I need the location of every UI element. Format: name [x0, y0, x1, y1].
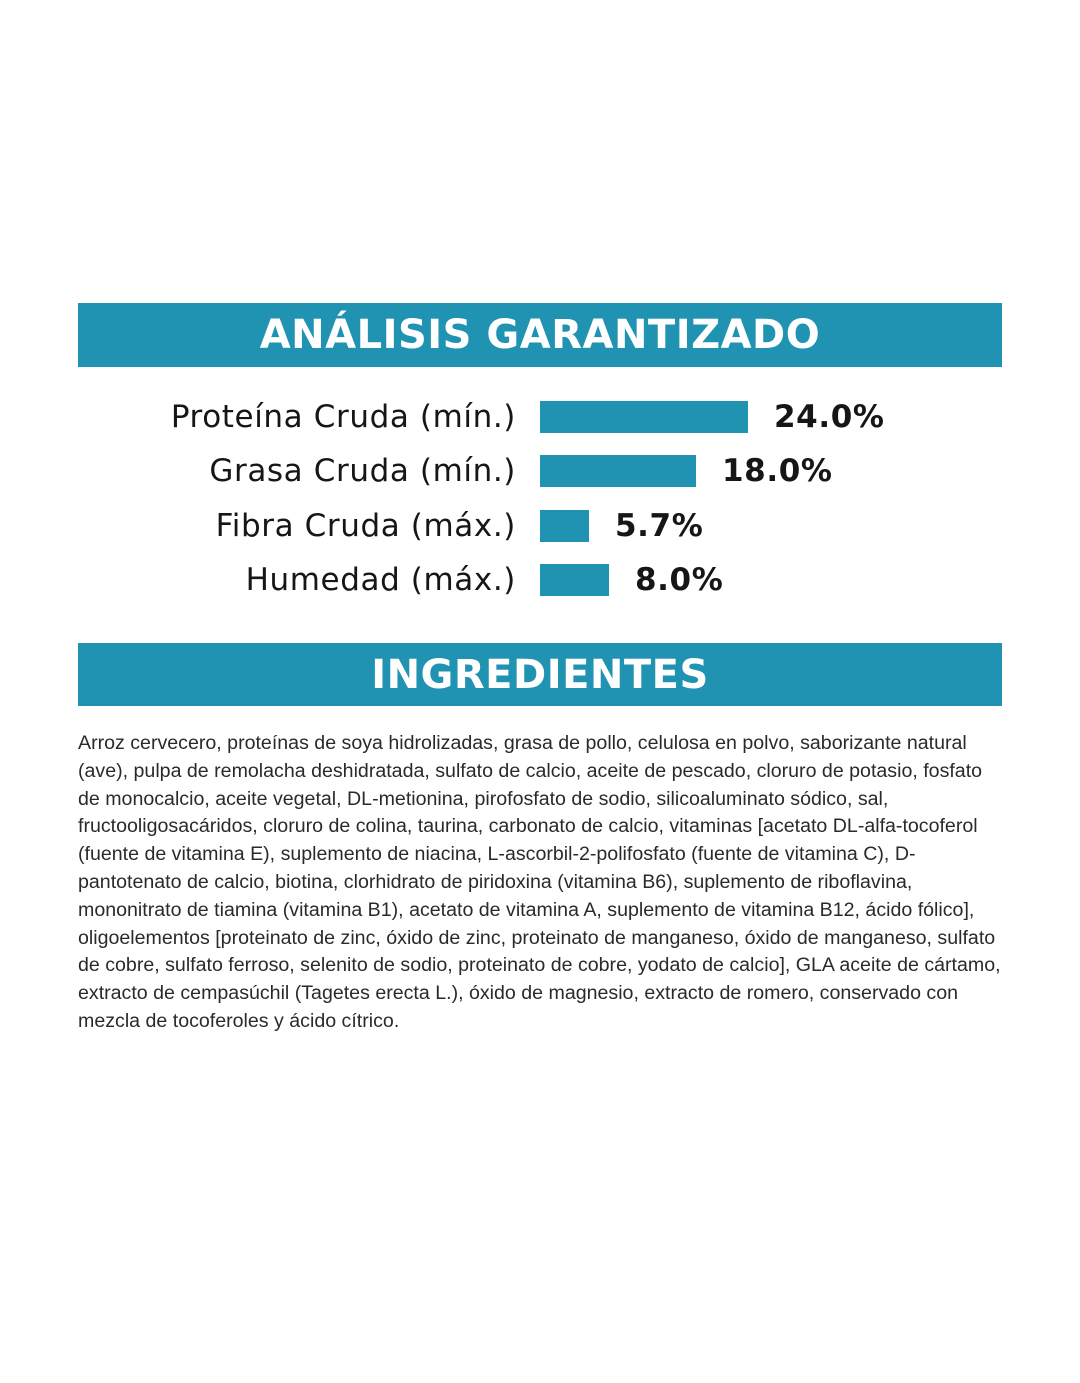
analysis-label: Humedad (máx.): [245, 562, 516, 598]
analysis-label: Proteína Cruda (mín.): [170, 399, 516, 435]
analysis-bar: [540, 401, 748, 433]
analysis-value: 24.0%: [774, 399, 885, 435]
ingredients-text: Arroz cervecero, proteínas de soya hidrolizadas, grasa de pollo, celulosa en polvo, saborizante natural (ave), pulpa de remolacha deshidratada, sulfato de calcio, aceite de pescado, cloruro de potasio, fosfato de monocalcio, aceite vegetal, DL-metionina, pirofosfato de sodio, silicoaluminato sódico, sal, fructooligosacáridos, cloruro de colina, taurina, carbonato de calcio, vitaminas [acetato DL-alfa-tocoferol (fuente de vitamina E), suplemento de niacina, L-ascorbil-2-polifosfato (fuente de vitamina C), D-pantotenato de calcio, biotina, clorhidrato de piridoxina (vitamina B6), suplemento de riboflavina, mononitrato de tiamina (vitamina B1), acetato de vitamina A, suplemento de vitamina B12, ácido fólico], oligoelementos [proteinato de zinc, óxido de zinc, proteinato de manganeso, óxido de manganeso, sulfato de cobre, sulfato ferroso, selenito de sodio, proteinato de cobre, yodato de calcio], GLA aceite de cártamo, extracto de cempasúchil (Tagetes erecta L.), óxido de magnesio, extracto de romero, conservado con mezcla de tocoferoles y ácido cítrico.: [78, 732, 1001, 1032]
analysis-bar: [540, 564, 609, 596]
analysis-row: [78, 560, 1002, 600]
ingredients-header: [78, 643, 1002, 706]
analysis-row: [78, 451, 1002, 491]
analysis-title: ANÁLISIS GARANTIZADO: [259, 312, 821, 358]
analysis-row: [78, 397, 1002, 437]
analysis-value: 18.0%: [722, 453, 833, 489]
analysis-value: 8.0%: [635, 562, 724, 598]
analysis-label: Fibra Cruda (máx.): [215, 508, 516, 544]
analysis-bar: [540, 455, 696, 487]
analysis-bar: [540, 510, 589, 542]
analysis-label: Grasa Cruda (mín.): [209, 453, 516, 489]
analysis-header: [78, 303, 1002, 367]
analysis-value: 5.7%: [615, 508, 704, 544]
ingredients-title: INGREDIENTES: [371, 651, 709, 698]
analysis-row: [78, 506, 1002, 546]
